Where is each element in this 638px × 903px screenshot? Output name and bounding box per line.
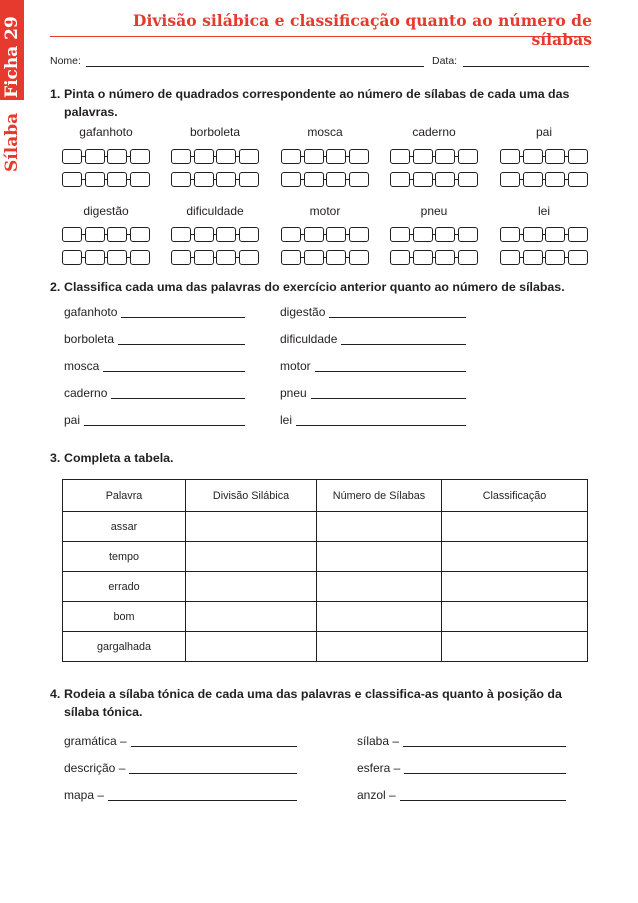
syllable-count-cell[interactable] [317, 542, 442, 572]
word-label: digestão [280, 305, 326, 319]
word-label: motor [280, 359, 311, 373]
word-label: dificuldade [280, 332, 338, 346]
answer-line[interactable] [111, 398, 245, 399]
syllabic-division-cell[interactable] [186, 542, 317, 572]
syllable-square[interactable] [413, 149, 433, 164]
syllable-square[interactable] [326, 172, 346, 187]
syllable-square[interactable] [62, 250, 82, 265]
syllabic-division-cell[interactable] [186, 632, 317, 662]
answer-line[interactable] [121, 317, 245, 318]
syllable-square[interactable] [107, 250, 127, 265]
syllable-square[interactable] [281, 172, 301, 187]
syllable-square[interactable] [435, 149, 455, 164]
syllable-count-cell[interactable] [317, 632, 442, 662]
syllable-square[interactable] [349, 250, 369, 265]
question-1-number: 1. [50, 87, 61, 101]
word-label: mosca [64, 359, 100, 373]
syllable-square[interactable] [500, 149, 520, 164]
syllable-square[interactable] [523, 172, 543, 187]
syllable-square[interactable] [568, 172, 588, 187]
syllable-square[interactable] [304, 227, 324, 242]
syllable-square[interactable] [194, 250, 214, 265]
header-word: Palavra [63, 480, 186, 512]
word-label: mosca [307, 125, 343, 139]
word-label: pai [535, 125, 552, 139]
question-2-number: 2. [50, 280, 61, 294]
syllable-square[interactable] [545, 149, 565, 164]
syllable-grid [500, 227, 588, 242]
syllable-grid [171, 172, 259, 187]
syllable-square[interactable] [458, 149, 478, 164]
word-label: pai [64, 413, 81, 427]
syllable-square[interactable] [523, 250, 543, 265]
syllable-square[interactable] [171, 250, 191, 265]
question-2 [50, 278, 592, 296]
date-label: Data: [432, 55, 458, 67]
word-label: borboleta [189, 125, 241, 139]
word-label: dificuldade [186, 204, 244, 218]
syllable-square[interactable] [545, 227, 565, 242]
word-label: caderno [64, 386, 108, 400]
syllable-square[interactable] [85, 149, 105, 164]
answer-line[interactable] [329, 317, 466, 318]
word-label: esfera – [357, 761, 401, 775]
syllabic-division-cell[interactable] [186, 512, 317, 542]
syllable-square[interactable] [304, 250, 324, 265]
syllabic-division-cell[interactable] [186, 572, 317, 602]
word-label: gramática – [64, 734, 127, 748]
syllable-grid [390, 172, 478, 187]
question-1-text: Pinta o número de quadrados correspondente ao número de sílabas de cada uma das palavras. [64, 87, 570, 119]
classification-cell[interactable] [442, 602, 588, 632]
syllable-square[interactable] [216, 250, 236, 265]
answer-line[interactable] [341, 344, 466, 345]
syllable-grid [171, 227, 259, 242]
answer-line[interactable] [118, 344, 245, 345]
row-word: assar [63, 512, 186, 542]
syllable-square[interactable] [435, 227, 455, 242]
syllable-grid [390, 227, 478, 242]
syllable-square[interactable] [171, 172, 191, 187]
topic-label: Sílaba [2, 112, 22, 172]
syllable-grid [62, 149, 150, 164]
word-label: caderno [412, 125, 456, 139]
syllable-grid [500, 250, 588, 265]
row-word: tempo [63, 542, 186, 572]
question-3 [50, 449, 592, 467]
syllable-square[interactable] [349, 149, 369, 164]
syllable-square[interactable] [239, 227, 259, 242]
syllable-square[interactable] [458, 227, 478, 242]
answer-line[interactable] [108, 800, 297, 801]
syllable-square[interactable] [216, 172, 236, 187]
table-row [63, 632, 588, 662]
syllable-square[interactable] [326, 227, 346, 242]
answer-line[interactable] [403, 746, 566, 747]
name-label: Nome: [50, 55, 81, 67]
table-row [63, 542, 588, 572]
syllable-square[interactable] [390, 227, 410, 242]
syllable-count-cell[interactable] [317, 512, 442, 542]
syllabic-division-cell[interactable] [186, 602, 317, 632]
classification-cell[interactable] [442, 542, 588, 572]
syllable-table [62, 479, 588, 662]
syllable-square[interactable] [568, 227, 588, 242]
syllable-square[interactable] [216, 149, 236, 164]
syllable-count-cell[interactable] [317, 572, 442, 602]
question-4-number: 4. [50, 687, 61, 701]
classification-cell[interactable] [442, 512, 588, 542]
answer-line[interactable] [296, 425, 466, 426]
row-word: bom [63, 602, 186, 632]
syllable-square[interactable] [458, 250, 478, 265]
syllable-square[interactable] [390, 149, 410, 164]
syllable-square[interactable] [281, 250, 301, 265]
syllable-grid [390, 250, 478, 265]
word-label: motor [309, 204, 341, 218]
syllable-square[interactable] [326, 250, 346, 265]
syllable-square[interactable] [194, 227, 214, 242]
word-label: lei [537, 204, 550, 218]
word-label: lei [280, 413, 293, 427]
answer-line[interactable] [129, 773, 297, 774]
word-label: descrição – [64, 761, 126, 775]
question-4-text: Rodeia a sílaba tónica de cada uma das palavras e classifica-as quanto à posição da sílaba tónica. [64, 687, 562, 719]
syllable-square[interactable] [500, 172, 520, 187]
syllable-square[interactable] [62, 227, 82, 242]
question-2-text: Classifica cada uma das palavras do exercício anterior quanto ao número de sílabas. [64, 280, 565, 294]
syllable-square[interactable] [349, 172, 369, 187]
question-4 [50, 685, 592, 721]
question-1 [50, 85, 592, 121]
header-classification: Classificação [442, 480, 588, 512]
syllable-square[interactable] [523, 149, 543, 164]
syllable-grid [62, 172, 150, 187]
answer-line[interactable] [103, 371, 245, 372]
answer-line[interactable] [84, 425, 245, 426]
syllable-grid [281, 227, 369, 242]
syllable-square[interactable] [239, 149, 259, 164]
answer-line[interactable] [404, 773, 566, 774]
syllable-square[interactable] [545, 172, 565, 187]
syllable-square[interactable] [390, 172, 410, 187]
name-field[interactable] [86, 66, 424, 67]
syllable-grid [281, 149, 369, 164]
question-3-text: Completa a tabela. [64, 451, 174, 465]
syllable-grid [390, 149, 478, 164]
syllable-grid [500, 172, 588, 187]
syllable-square[interactable] [390, 250, 410, 265]
answer-line[interactable] [400, 800, 566, 801]
row-word: gargalhada [63, 632, 186, 662]
word-label: mapa – [64, 788, 105, 802]
word-label: anzol – [357, 788, 396, 802]
answer-line[interactable] [131, 746, 297, 747]
syllable-square[interactable] [435, 172, 455, 187]
answer-line[interactable] [311, 398, 466, 399]
syllable-square[interactable] [130, 250, 150, 265]
syllable-count-cell[interactable] [317, 602, 442, 632]
syllable-square[interactable] [500, 250, 520, 265]
word-label: pneu [280, 386, 307, 400]
word-label: gafanhoto [64, 305, 118, 319]
header-syllabic-division: Divisão Silábica [186, 480, 317, 512]
word-label: borboleta [64, 332, 115, 346]
word-label: gafanhoto [79, 125, 133, 139]
syllable-square[interactable] [130, 172, 150, 187]
syllable-grid [62, 227, 150, 242]
syllable-square[interactable] [107, 172, 127, 187]
syllable-square[interactable] [194, 172, 214, 187]
syllable-square[interactable] [85, 172, 105, 187]
table-row [63, 572, 588, 602]
syllable-square[interactable] [107, 149, 127, 164]
syllable-square[interactable] [239, 172, 259, 187]
syllable-square[interactable] [413, 172, 433, 187]
syllable-square[interactable] [216, 227, 236, 242]
syllable-square[interactable] [171, 227, 191, 242]
syllable-square[interactable] [304, 149, 324, 164]
table-row [63, 512, 588, 542]
syllable-square[interactable] [545, 250, 565, 265]
syllable-square[interactable] [239, 250, 259, 265]
question-3-number: 3. [50, 451, 61, 465]
syllable-square[interactable] [413, 227, 433, 242]
word-label: pneu [420, 204, 448, 218]
syllable-square[interactable] [194, 149, 214, 164]
syllable-square[interactable] [523, 227, 543, 242]
header-syllable-count: Número de Sílabas [317, 480, 442, 512]
syllable-square[interactable] [304, 172, 324, 187]
date-field[interactable] [463, 66, 589, 67]
syllable-grid [171, 250, 259, 265]
syllable-grid [500, 149, 588, 164]
syllable-grid [281, 172, 369, 187]
syllable-square[interactable] [130, 149, 150, 164]
classification-cell[interactable] [442, 572, 588, 602]
syllable-square[interactable] [435, 250, 455, 265]
syllable-square[interactable] [568, 149, 588, 164]
side-tab [0, 0, 24, 180]
word-label: digestão [83, 204, 129, 218]
syllable-square[interactable] [107, 227, 127, 242]
syllable-square[interactable] [413, 250, 433, 265]
syllable-square[interactable] [500, 227, 520, 242]
table-header-row [63, 480, 588, 512]
syllable-square[interactable] [85, 250, 105, 265]
syllable-grid [62, 250, 150, 265]
syllable-grid [171, 149, 259, 164]
answer-line[interactable] [315, 371, 466, 372]
syllable-square[interactable] [281, 227, 301, 242]
row-word: errado [63, 572, 186, 602]
ficha-label: Ficha 29 [2, 16, 22, 98]
syllable-square[interactable] [568, 250, 588, 265]
page-title: Divisão silábica e classificação quanto ao número de sílabas [132, 11, 592, 49]
syllable-square[interactable] [85, 227, 105, 242]
syllable-square[interactable] [62, 172, 82, 187]
syllable-square[interactable] [62, 149, 82, 164]
syllable-grid [281, 250, 369, 265]
word-label: sílaba – [357, 734, 400, 748]
syllable-square[interactable] [458, 172, 478, 187]
syllable-square[interactable] [326, 149, 346, 164]
syllable-square[interactable] [281, 149, 301, 164]
syllable-square[interactable] [349, 227, 369, 242]
syllable-square[interactable] [130, 227, 150, 242]
table-row [63, 602, 588, 632]
title-divider [50, 36, 590, 37]
classification-cell[interactable] [442, 632, 588, 662]
syllable-square[interactable] [171, 149, 191, 164]
